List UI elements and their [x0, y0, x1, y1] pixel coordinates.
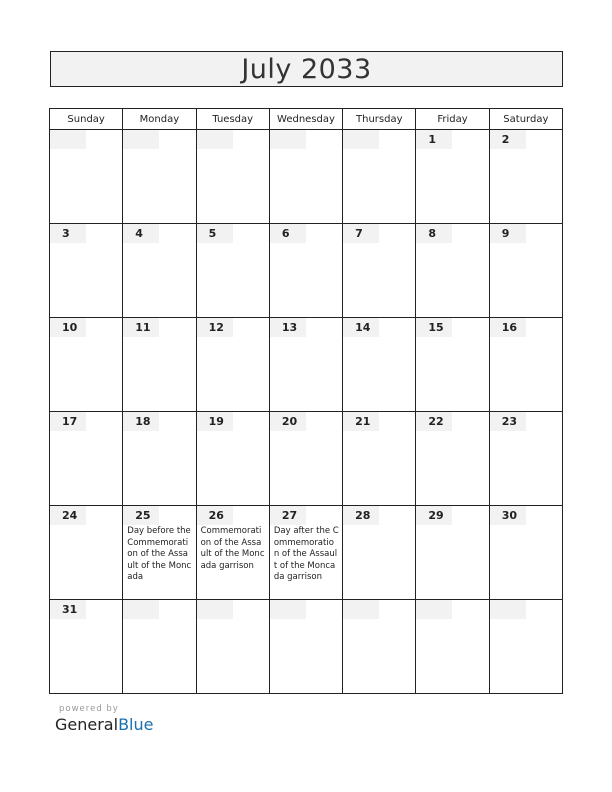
day-number: [123, 600, 159, 619]
day-number: 24: [50, 506, 86, 525]
day-number: 22: [416, 412, 452, 431]
day-number: 13: [270, 318, 306, 337]
day-cell: [123, 224, 196, 318]
day-cell: [343, 600, 416, 694]
day-cell: [50, 412, 123, 506]
day-number: 18: [123, 412, 159, 431]
day-cell: [196, 412, 269, 506]
calendar-body: [50, 130, 563, 694]
day-number: 9: [490, 224, 526, 243]
day-cell: [416, 224, 489, 318]
calendar-title-box: [50, 51, 563, 87]
weekday-header: Sunday: [50, 109, 123, 130]
week-row: [50, 412, 563, 506]
day-number: 12: [197, 318, 233, 337]
week-row: [50, 600, 563, 694]
brand-blue-text: Blue: [118, 715, 154, 734]
day-number: 29: [416, 506, 452, 525]
day-cell: [489, 506, 562, 600]
powered-by-text: powered by: [59, 704, 119, 714]
day-cell: [416, 600, 489, 694]
weekday-header: Monday: [123, 109, 196, 130]
day-cell: [269, 130, 342, 224]
day-cell: [50, 224, 123, 318]
day-number: 8: [416, 224, 452, 243]
week-row: [50, 506, 563, 600]
day-cell: [196, 506, 269, 600]
weekday-header: Saturday: [489, 109, 562, 130]
day-cell: [50, 130, 123, 224]
day-cell: [269, 224, 342, 318]
calendar-title: July 2033: [241, 53, 372, 85]
generalblue-logo: [55, 715, 153, 734]
holiday-label: Day after the Commemoration of the Assault of the Moncada garrison: [273, 526, 339, 582]
day-cell: [269, 600, 342, 694]
day-number: 4: [123, 224, 159, 243]
day-cell: [416, 412, 489, 506]
day-cell: [489, 318, 562, 412]
day-number: 15: [416, 318, 452, 337]
day-cell: [196, 130, 269, 224]
day-number: [123, 130, 159, 149]
day-number: 20: [270, 412, 306, 431]
day-cell: [196, 224, 269, 318]
day-number: 30: [490, 506, 526, 525]
day-number: 11: [123, 318, 159, 337]
day-number: 25: [123, 506, 159, 525]
day-cell: [489, 600, 562, 694]
day-number: 3: [50, 224, 86, 243]
day-cell: [123, 412, 196, 506]
day-number: [343, 600, 379, 619]
day-number: [270, 600, 306, 619]
day-number: 31: [50, 600, 86, 619]
day-cell: [343, 224, 416, 318]
day-cell: [50, 506, 123, 600]
day-cell: [416, 130, 489, 224]
day-number: 1: [416, 130, 452, 149]
weekday-header-row: [50, 109, 563, 130]
weekday-header: Friday: [416, 109, 489, 130]
day-number: 23: [490, 412, 526, 431]
day-number: [197, 600, 233, 619]
day-number: [490, 600, 526, 619]
holiday-label: Commemoration of the Assault of the Moncada garrison: [200, 526, 265, 571]
day-number: 14: [343, 318, 379, 337]
day-cell: [123, 506, 196, 600]
day-cell: [123, 600, 196, 694]
week-row: [50, 224, 563, 318]
day-cell: [269, 318, 342, 412]
day-number: 2: [490, 130, 526, 149]
weekday-header: Wednesday: [269, 109, 342, 130]
day-number: [343, 130, 379, 149]
day-cell: [489, 412, 562, 506]
day-cell: [416, 318, 489, 412]
day-number: 17: [50, 412, 86, 431]
day-number: 16: [490, 318, 526, 337]
day-number: [270, 130, 306, 149]
day-cell: [343, 130, 416, 224]
day-cell: [489, 130, 562, 224]
day-cell: [196, 600, 269, 694]
day-number: 5: [197, 224, 233, 243]
day-number: 21: [343, 412, 379, 431]
day-cell: [343, 506, 416, 600]
day-cell: [123, 318, 196, 412]
day-number: 6: [270, 224, 306, 243]
day-number: [197, 130, 233, 149]
day-number: 28: [343, 506, 379, 525]
day-number: 7: [343, 224, 379, 243]
day-cell: [269, 506, 342, 600]
week-row: [50, 318, 563, 412]
day-number: [50, 130, 86, 149]
day-cell: [343, 412, 416, 506]
holiday-label: Day before the Commemoration of the Assault of the Moncada: [127, 526, 192, 582]
day-number: 19: [197, 412, 233, 431]
day-number: 10: [50, 318, 86, 337]
day-cell: [489, 224, 562, 318]
weekday-header: Thursday: [343, 109, 416, 130]
brand-general-text: General: [55, 715, 119, 734]
weekday-header: Tuesday: [196, 109, 269, 130]
day-cell: [123, 130, 196, 224]
calendar-grid: [49, 108, 563, 694]
day-number: 26: [197, 506, 233, 525]
day-cell: [196, 318, 269, 412]
day-number: [416, 600, 452, 619]
day-cell: [343, 318, 416, 412]
day-cell: [50, 318, 123, 412]
day-cell: [416, 506, 489, 600]
day-cell: [269, 412, 342, 506]
week-row: [50, 130, 563, 224]
day-cell: [50, 600, 123, 694]
day-number: 27: [270, 506, 306, 525]
